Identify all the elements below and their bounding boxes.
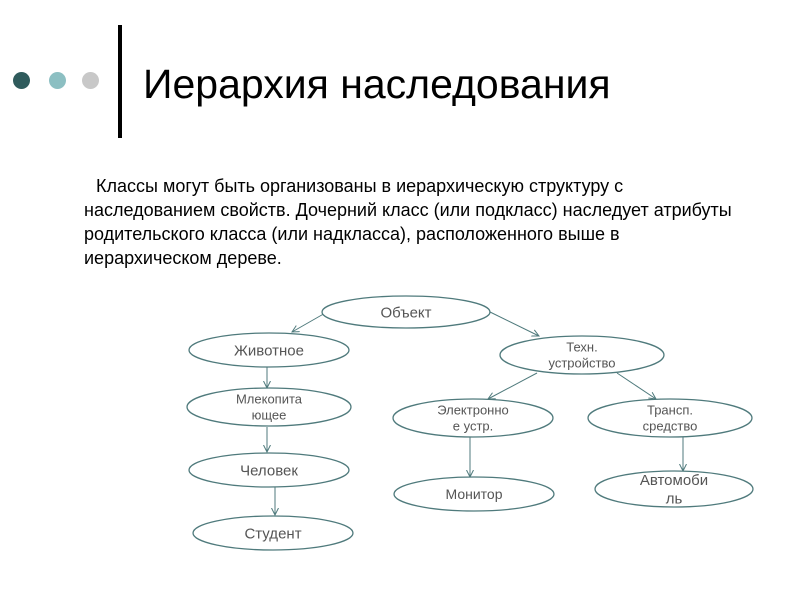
edge-object-to-animal [292,312,327,332]
node-tech-label-line-1: Техн. [566,339,598,355]
edge-tech-to-transport [617,373,656,399]
node-car-label-line-2: ль [665,490,683,508]
node-car [595,471,753,508]
node-animal-label-line-1: Животное [234,342,304,360]
node-electronic-label-line-2: е устр. [452,418,494,434]
node-mammal-label-line-2: ющее [251,407,287,423]
node-student [193,516,353,550]
node-object [322,296,490,328]
node-monitor-label-line-1: Монитор [445,485,503,502]
slide-body-text: Классы могут быть организованы в иерархическую структуру с наследованием свойств. Дочерний класс (или подкласс) наследует атрибуты родительского класса (или надкласса), расположенного выше в иерархическом дереве. [84,176,732,268]
node-electronic-label-line-1: Электронно [437,402,509,418]
node-tech-label-line-2: устройство [548,355,616,371]
edge-tech-to-electronic [488,373,537,399]
slide-title: Иерархия наследования [143,61,611,107]
edge-object-to-tech [488,311,539,336]
node-mammal-label-line-1: Млекопита [235,391,303,407]
node-car-label-line-1: Автомоби [639,471,709,489]
node-human [189,453,349,487]
node-student-label-line-1: Студент [244,525,302,543]
node-mammal [187,388,351,426]
node-transport [588,399,752,437]
node-transport-label-line-2: средство [642,418,698,434]
node-transport-label-line-1: Трансп. [646,402,694,418]
node-animal [189,333,349,367]
node-electronic [393,399,553,437]
node-tech [500,336,664,374]
node-monitor [394,477,554,511]
node-human-label-line-1: Человек [240,462,298,480]
node-object-label-line-1: Объект [380,304,432,322]
